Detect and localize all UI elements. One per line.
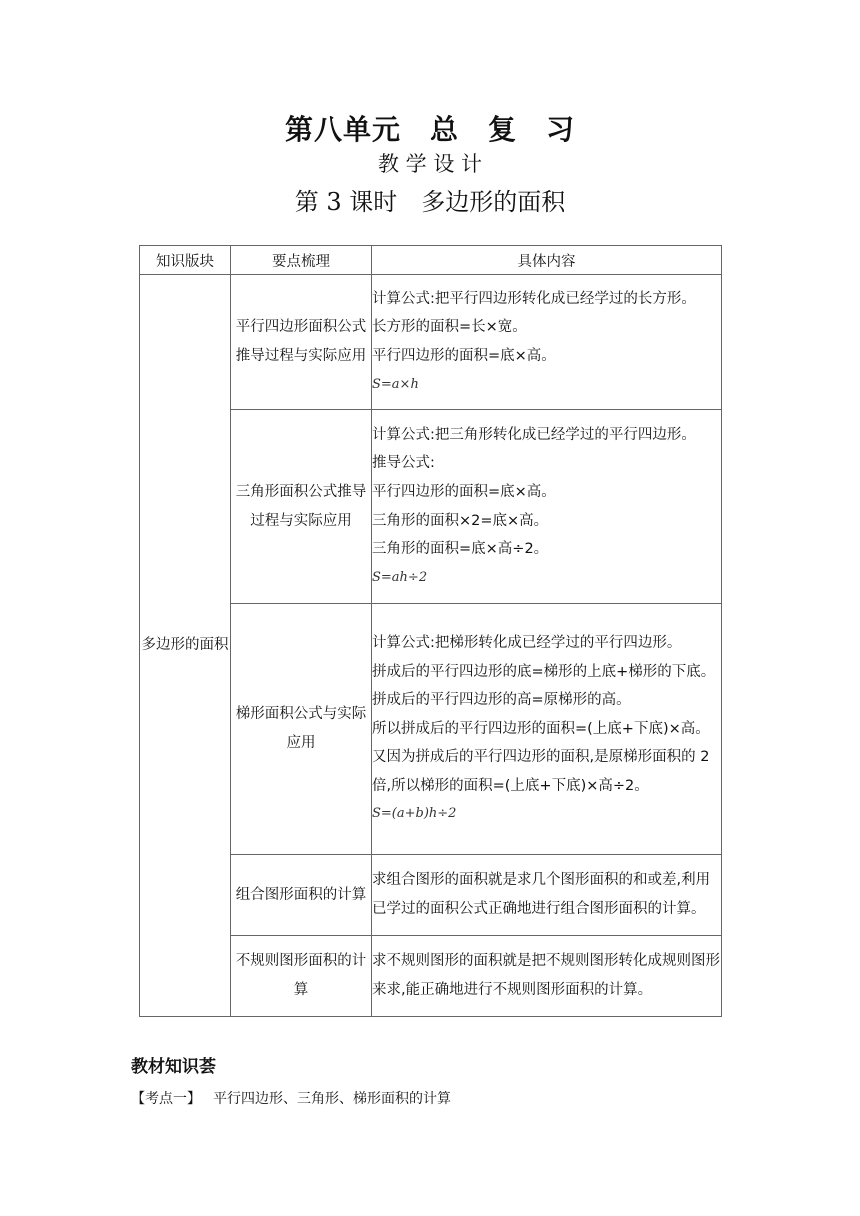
content-line: 求组合图形的面积就是求几个图形面积的和或差,利用已学过的面积公式正确地进行组合图形面积的计算。 bbox=[372, 872, 711, 917]
header-cell-point: 要点梳理 bbox=[231, 246, 372, 275]
content-cell bbox=[372, 855, 722, 936]
content-line: 又因为拼成后的平行四边形的面积,是原梯形面积的 2 倍,所以梯形的面积=(上底+下底)×高÷2。 bbox=[372, 749, 710, 794]
table-row bbox=[140, 275, 722, 410]
header-cell-content: 具体内容 bbox=[372, 246, 722, 275]
content-cell bbox=[372, 410, 722, 604]
content-line: 计算公式:把梯形转化成已经学过的平行四边形。 bbox=[372, 634, 682, 651]
content-cell bbox=[372, 275, 722, 410]
formula: S=a×h bbox=[372, 376, 419, 392]
content-line: 求不规则图形的面积就是把不规则图形转化成规则图形来求,能正确地进行不规则图形面积的计算。 bbox=[372, 953, 720, 998]
block-cell: 多边形的面积 bbox=[140, 275, 231, 1017]
unit-title: 第八单元 总 复 习 bbox=[284, 113, 575, 146]
content-line: 拼成后的平行四边形的高=原梯形的高。 bbox=[372, 692, 631, 709]
content-cell bbox=[372, 936, 722, 1017]
lesson-title: 第 3 课时 多边形的面积 bbox=[294, 188, 566, 216]
content-line: 长方形的面积=长×宽。 bbox=[372, 319, 527, 336]
point-cell: 梯形面积公式与实际应用 bbox=[231, 604, 372, 855]
knowledge-table bbox=[139, 245, 722, 1017]
exam-point-text: 平行四边形、三角形、梯形面积的计算 bbox=[213, 1091, 451, 1107]
content-line: 拼成后的平行四边形的底=梯形的上底+梯形的下底。 bbox=[372, 663, 716, 680]
content-line: 平行四边形的面积=底×高。 bbox=[372, 348, 556, 364]
content-line: 三角形的面积×2=底×高。 bbox=[372, 512, 549, 529]
point-cell: 三角形面积公式推导过程与实际应用 bbox=[231, 410, 372, 604]
table-header-row bbox=[140, 246, 722, 275]
header-cell-block: 知识版块 bbox=[140, 246, 231, 275]
point-cell: 不规则图形面积的计算 bbox=[231, 936, 372, 1017]
content-line: 三角形的面积=底×高÷2。 bbox=[372, 541, 549, 558]
content-line: 所以拼成后的平行四边形的面积=(上底+下底)×高。 bbox=[372, 720, 710, 737]
content-line: 平行四边形的面积=底×高。 bbox=[372, 483, 556, 500]
content-line: 推导公式: bbox=[372, 455, 435, 472]
point-cell: 平行四边形面积公式推导过程与实际应用 bbox=[231, 275, 372, 410]
point-cell: 组合图形面积的计算 bbox=[231, 855, 372, 936]
section-title: 教材知识荟 bbox=[131, 1057, 216, 1077]
content-cell bbox=[372, 604, 722, 855]
formula: S=ah÷2 bbox=[372, 569, 428, 585]
exam-point-tag: 【考点一】 bbox=[131, 1091, 201, 1107]
exam-point bbox=[131, 1088, 451, 1108]
content-line: 计算公式:把三角形转化成已经学过的平行四边形。 bbox=[372, 426, 696, 443]
subtitle: 教 学 设 计 bbox=[377, 152, 483, 176]
content-line: 计算公式:把平行四边形转化成已经学过的长方形。 bbox=[372, 290, 696, 307]
formula: S=(a+b)h÷2 bbox=[372, 806, 457, 822]
